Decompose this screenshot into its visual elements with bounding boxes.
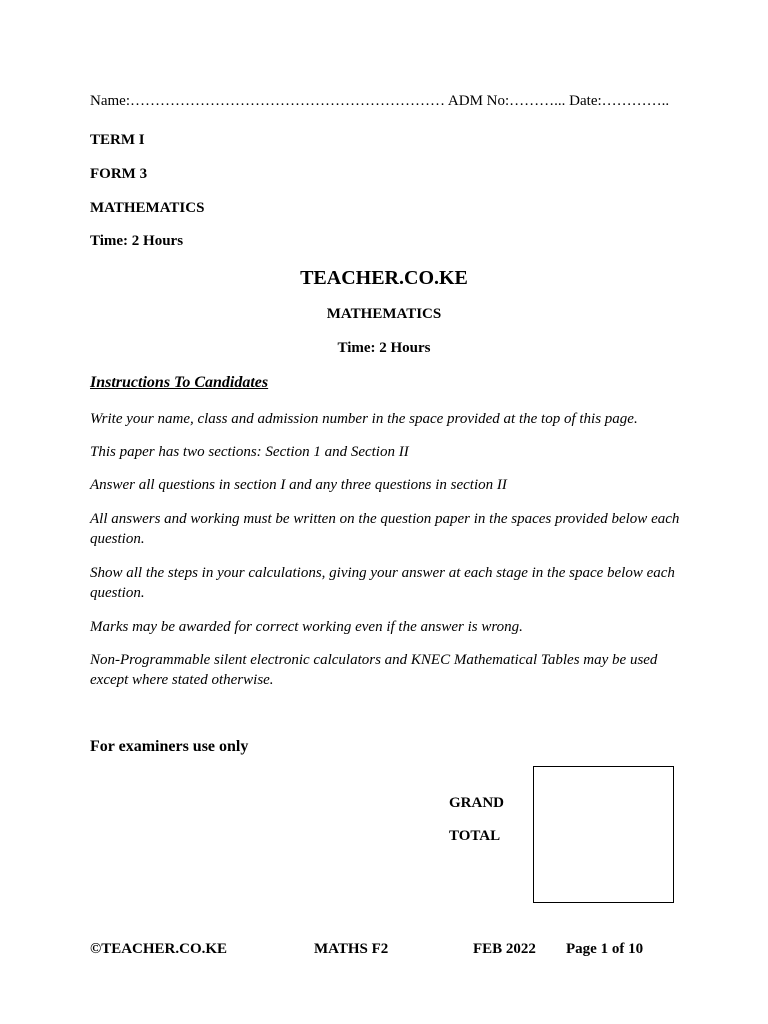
instruction-item: Answer all questions in section I and any three questions in section II <box>90 477 507 493</box>
term-label: TERM I <box>90 132 145 148</box>
name-adm-date-line: Name:……………………………………………………… ADM No:………... Date:………….. <box>90 93 670 109</box>
instructions-heading: Instructions To Candidates <box>90 374 269 391</box>
footer-page-number: Page 1 of 10 <box>566 941 644 957</box>
instruction-item: Marks may be awarded for correct working even if the answer is wrong. <box>90 619 523 635</box>
total-label: TOTAL <box>449 828 501 844</box>
grand-total-box <box>533 766 674 903</box>
subject-label: MATHEMATICS <box>90 200 205 216</box>
footer-paper: MATHS F2 <box>314 941 389 957</box>
grand-label: GRAND <box>449 795 504 811</box>
instruction-item: This paper has two sections: Section 1 and Section II <box>90 444 409 460</box>
examiners-heading: For examiners use only <box>90 738 249 755</box>
form-label: FORM 3 <box>90 166 148 182</box>
title-time: Time: 2 Hours <box>337 340 431 356</box>
footer-date: FEB 2022 <box>473 941 536 957</box>
instruction-item: Write your name, class and admission number in the space provided at the top of this page. <box>90 411 638 427</box>
instruction-item: Non-Programmable silent electronic calculators and KNEC Mathematical Tables may be used except where stated otherwise. <box>90 652 658 688</box>
instruction-item: Show all the steps in your calculations, giving your answer at each stage in the space below each question. <box>90 565 675 601</box>
footer-copyright: ©TEACHER.CO.KE <box>90 941 228 957</box>
instruction-item: All answers and working must be written on the question paper in the spaces provided below each question. <box>90 511 680 547</box>
title-subject: MATHEMATICS <box>326 306 442 322</box>
site-title: TEACHER.CO.KE <box>300 267 468 289</box>
time-label: Time: 2 Hours <box>90 233 184 249</box>
